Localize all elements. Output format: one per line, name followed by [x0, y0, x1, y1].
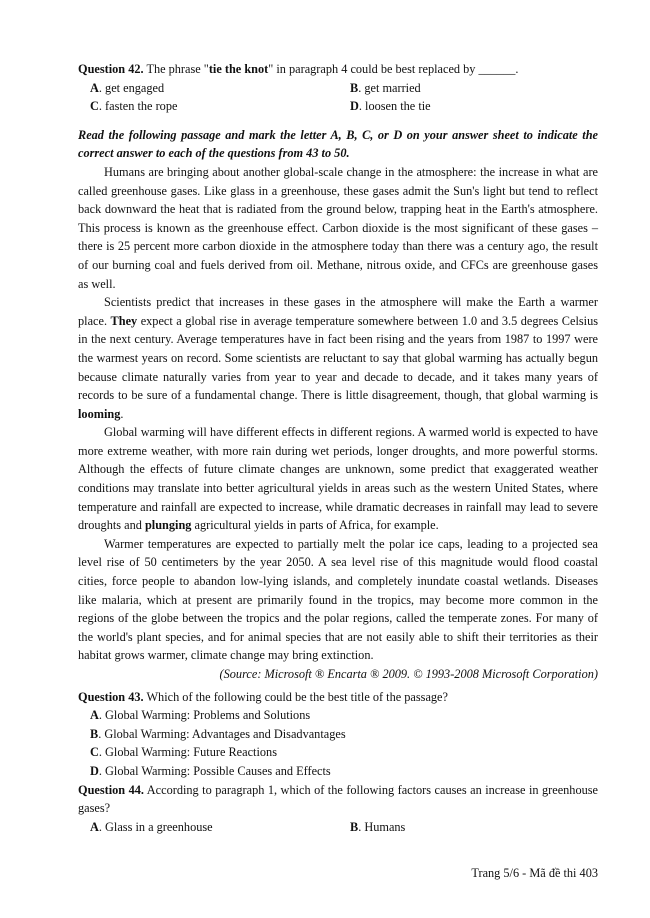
question-42-options: [78, 79, 598, 116]
passage-source: (Source: Microsoft ® Encarta ® 2009. © 1993-2008 Microsoft Corporation): [219, 667, 598, 681]
bold-word: plunging: [144, 518, 192, 533]
question-42: Question 42. The phrase "tie the knot" in paragraph 4 could be best replaced by ______.: [78, 62, 519, 76]
passage-paragraph-1: Humans are bringing about another global-scale change in the atmosphere: the increase in what are called greenhouse gases. Like glass in a greenhouse, these gases admit the Sun's light but tend to reflect back downward the heat that is radiated from the ground below, trapping heat in the Earth's atmosphere. This process is known as the greenhouse effect. Carbon dioxide is the most significant of these gases – there is 25 percent more carbon dioxide in the atmosphere today than there was a century ago, the result of our burning coal and fuels derived from oil. Methane, nitrous oxide, and CFCs are greenhouse gases as well.: [78, 164, 598, 291]
page-footer: Trang 5/6 - Mã đề thi 403: [471, 866, 598, 880]
option-b: B. Global Warming: Advantages and Disadvantages: [90, 726, 346, 741]
highlighted-phrase: tie the knot: [208, 62, 269, 76]
option-a: A. get engaged: [90, 80, 165, 95]
option-a: A. Glass in a greenhouse: [90, 819, 213, 834]
option-a: A. Global Warming: Problems and Solutions: [90, 708, 311, 723]
question-44: Question 44. According to paragraph 1, which of the following factors causes an increase in greenhouse gases?: [78, 782, 598, 816]
bold-word: looming: [78, 406, 121, 421]
question-43-options: [78, 706, 598, 780]
option-c: C. Global Warming: Future Reactions: [90, 745, 277, 760]
question-label: Question 43.: [78, 689, 144, 704]
passage-paragraph-4: Warmer temperatures are expected to partially melt the polar ice caps, leading to a projected sea level rise of 50 centimeters by the year 2050. A sea level rise of this magnitude would flood coastal cities, force people to abandon low-lying islands, and completely inundate coastal wetlands. Diseases like malaria, which at present are primarily found in the tropics, may become more common in the regions of the globe between the tropics and the polar regions, called the temperate zones. For many of the world's plant species, and for animal species that are not easily able to shift their territories as their habitat grows warmer, climate change may bring extinction.: [78, 536, 598, 663]
option-d: D. Global Warming: Possible Causes and Effects: [90, 763, 331, 778]
question-label: Question 44.: [78, 782, 144, 797]
reading-instruction: Read the following passage and mark the letter A, B, C, or D on your answer sheet to indicate the correct answer to each of the questions from 43 to 50.: [78, 127, 598, 161]
passage-paragraph-2: Scientists predict that increases in these gases in the atmosphere will make the Earth a warmer place. They expect a global rise in average temperature somewhere between 1.0 and 3.5 degrees Celsius in the next century. Average temperatures have in fact been rising and the years from 1987 to 1997 were the warmest years on record. Some scientists are reluctant to say that global warming has actually begun because climate naturally varies from year to year and decade to decade, and it takes many years of records to be sure of a fundamental change. There is little disagreement, though, that global warming is looming.: [78, 295, 599, 421]
option-b: B. get married: [350, 80, 421, 95]
question-label: Question 42.: [78, 62, 144, 76]
question-44-options: [78, 818, 598, 837]
option-d: D. loosen the tie: [350, 99, 431, 114]
option-b: B. Humans: [350, 819, 406, 834]
question-43: Question 43. Which of the following could be the best title of the passage?: [78, 689, 448, 704]
option-c: C. fasten the rope: [90, 99, 178, 114]
exam-page: [78, 60, 598, 836]
passage-paragraph-3: Global warming will have different effects in different regions. A warmed world is expected to have more extreme weather, with more rain during wet periods, longer droughts, and more powerful storms. Although the effects of future climate changes are unknown, some predict that exaggerated weather conditions may translate into better agricultural yields in areas such as the western United States, where temperature and rainfall are expected to increase, while dramatic decreases in rainfall may lead to severe droughts and plunging agricultural yields in parts of Africa, for example.: [78, 425, 598, 533]
bold-word: They: [110, 313, 138, 328]
